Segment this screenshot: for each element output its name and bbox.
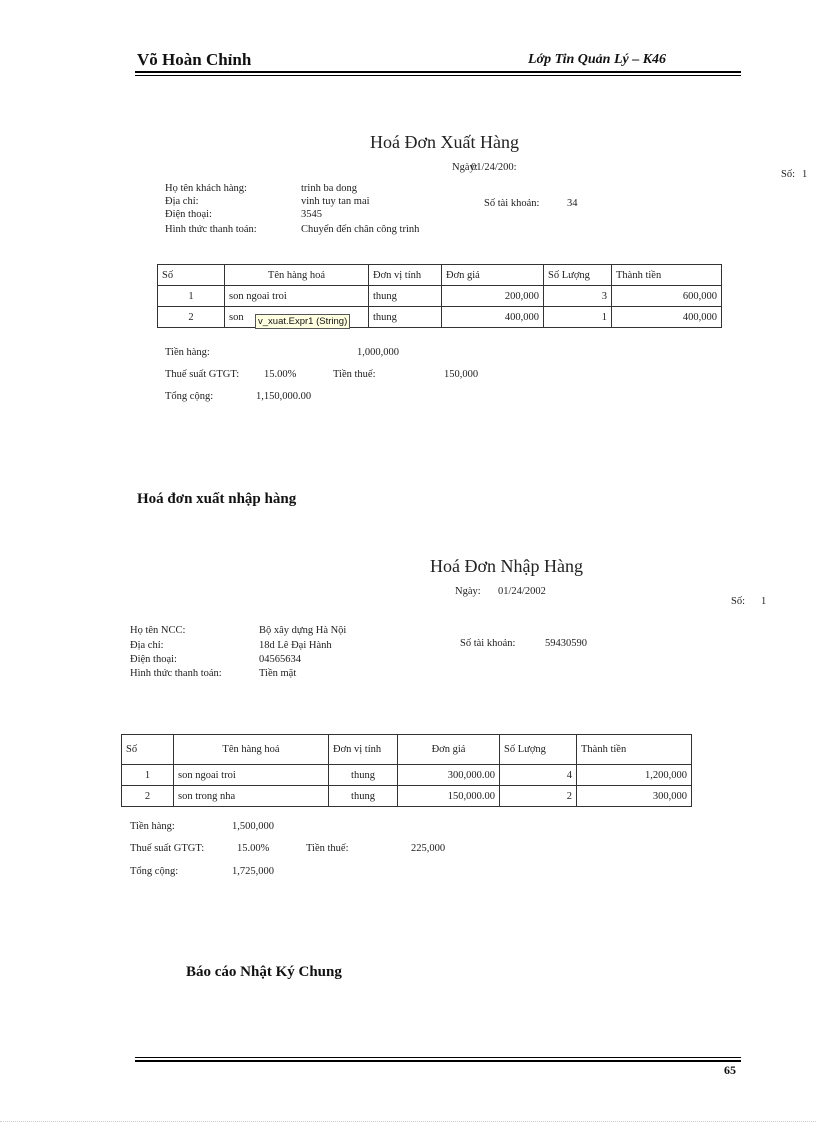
invoice1-phone-label: Điện thoại:	[165, 209, 212, 220]
invoice2-vat-value: 15.00%	[237, 843, 270, 854]
invoice1-account-value: 34	[567, 198, 578, 209]
invoice2-tax-label: Tiền thuế:	[306, 843, 349, 854]
cell: son trong nha	[174, 786, 329, 807]
invoice1-subtotal-value: 1,000,000	[357, 347, 399, 358]
invoice1-so-label: Số:	[781, 169, 796, 180]
invoice1-customer-value: trinh ba dong	[301, 183, 357, 194]
cell: 1,200,000	[577, 765, 692, 786]
invoice2-address-value: 18d Lê Đại Hành	[259, 640, 332, 651]
col-header: Số	[158, 265, 225, 286]
cell: 200,000	[442, 286, 544, 307]
cell: 1	[544, 307, 612, 328]
col-header: Đơn giá	[442, 265, 544, 286]
invoice1-title: Hoá Đơn Xuất Hàng	[370, 132, 519, 152]
invoice1-tax-label: Tiền thuế:	[333, 369, 376, 380]
invoice2-date-label: Ngày:	[455, 586, 481, 597]
cell: son	[225, 307, 369, 328]
invoice2-so-value: 1	[761, 596, 767, 607]
invoice2-phone-label: Điện thoại:	[130, 654, 177, 665]
col-header: Thành tiền	[612, 265, 722, 286]
invoice1-total-value: 1,150,000.00	[256, 391, 312, 402]
invoice2-total-value: 1,725,000	[232, 866, 274, 877]
invoice2-account-label: Số tài khoản:	[460, 638, 516, 649]
col-header: Đơn giá	[398, 735, 500, 765]
invoice1-customer-label: Họ tên khách hàng:	[165, 183, 247, 194]
cell: 150,000.00	[398, 786, 500, 807]
invoice2-total-label: Tổng cộng:	[130, 866, 179, 877]
cell: 400,000	[442, 307, 544, 328]
col-header: Số Lượng	[500, 735, 577, 765]
footer-rule-thin	[135, 1057, 741, 1058]
cell: thung	[369, 307, 442, 328]
invoice2-payment-label: Hình thức thanh toán:	[130, 668, 222, 679]
cell: 400,000	[612, 307, 722, 328]
invoice2-title: Hoá Đơn Nhập Hàng	[430, 556, 583, 576]
invoice1-date-value: 01/24/200:	[471, 162, 517, 173]
cell: 2	[500, 786, 577, 807]
cell: 1	[122, 765, 174, 786]
cell: thung	[329, 765, 398, 786]
invoice2-phone-value: 04565634	[259, 654, 301, 665]
table-row	[158, 286, 722, 307]
field-tooltip: v_xuat.Expr1 (String)	[255, 314, 350, 329]
invoice2-address-label: Địa chỉ:	[130, 640, 164, 651]
col-header: Số	[122, 735, 174, 765]
invoice2-supplier-value: Bộ xây dựng Hà Nội	[259, 625, 347, 636]
section-heading-journal: Báo cáo Nhật Ký Chung	[186, 964, 342, 980]
invoice1-account-label: Số tài khoản:	[484, 198, 540, 209]
table-row	[122, 765, 692, 786]
table-row	[122, 786, 692, 807]
header-author: Võ Hoàn Chỉnh	[137, 50, 252, 69]
section-heading-invoices: Hoá đơn xuất nhập hàng	[137, 491, 297, 507]
cell: 3	[544, 286, 612, 307]
invoice2-date-value: 01/24/2002	[498, 586, 546, 597]
invoice1-table	[157, 264, 722, 328]
invoice2-account-value: 59430590	[545, 638, 587, 649]
cell: 300,000	[577, 786, 692, 807]
invoice2-so-label: Số:	[731, 596, 746, 607]
col-header: Đơn vị tính	[329, 735, 398, 765]
table-header-row	[122, 735, 692, 765]
invoice2-payment-value: Tiền mặt	[259, 668, 297, 679]
cell: son ngoai troi	[174, 765, 329, 786]
invoice1-phone-value: 3545	[301, 209, 322, 220]
invoice1-payment-value: Chuyển đến chân công trình	[301, 224, 420, 235]
invoice1-payment-label: Hình thức thanh toán:	[165, 224, 257, 235]
cell: 600,000	[612, 286, 722, 307]
col-header: Đơn vị tính	[369, 265, 442, 286]
cell: thung	[329, 786, 398, 807]
col-header: Số Lượng	[544, 265, 612, 286]
table-header-row	[158, 265, 722, 286]
invoice1-tax-value: 150,000	[444, 369, 479, 380]
invoice2-tax-value: 225,000	[411, 843, 446, 854]
invoice2-supplier-label: Họ tên NCC:	[130, 625, 186, 636]
col-header: Thành tiền	[577, 735, 692, 765]
cell: 1	[158, 286, 225, 307]
invoice1-total-label: Tổng cộng:	[165, 391, 214, 402]
table-row	[158, 307, 722, 328]
invoice2-subtotal-label: Tiền hàng:	[130, 821, 175, 832]
cell: 2	[122, 786, 174, 807]
cell: 4	[500, 765, 577, 786]
invoice2-table	[121, 734, 692, 807]
cell: 300,000.00	[398, 765, 500, 786]
invoice1-so-value: 1	[802, 169, 808, 180]
page-edge-divider	[0, 1121, 816, 1122]
footer-rule	[135, 1060, 741, 1062]
col-header: Tên hàng hoá	[225, 265, 369, 286]
header-rule	[135, 71, 741, 73]
header-rule-thin	[135, 75, 741, 76]
cell: son ngoai troi	[225, 286, 369, 307]
col-header: Tên hàng hoá	[174, 735, 329, 765]
invoice2-vat-label: Thuế suất GTGT:	[130, 843, 205, 854]
invoice1-address-label: Địa chỉ:	[165, 196, 199, 207]
cell: 2	[158, 307, 225, 328]
invoice2-subtotal-value: 1,500,000	[232, 821, 274, 832]
invoice1-vat-value: 15.00%	[264, 369, 297, 380]
invoice1-date-label: Ngày:	[452, 162, 478, 173]
invoice1-address-value: vinh tuy tan mai	[301, 196, 370, 207]
invoice1-vat-label: Thuế suất GTGT:	[165, 369, 240, 380]
page-number: 65	[724, 1063, 736, 1077]
cell: thung	[369, 286, 442, 307]
invoice1-subtotal-label: Tiền hàng:	[165, 347, 210, 358]
header-class: Lớp Tin Quản Lý – K46	[528, 52, 667, 67]
